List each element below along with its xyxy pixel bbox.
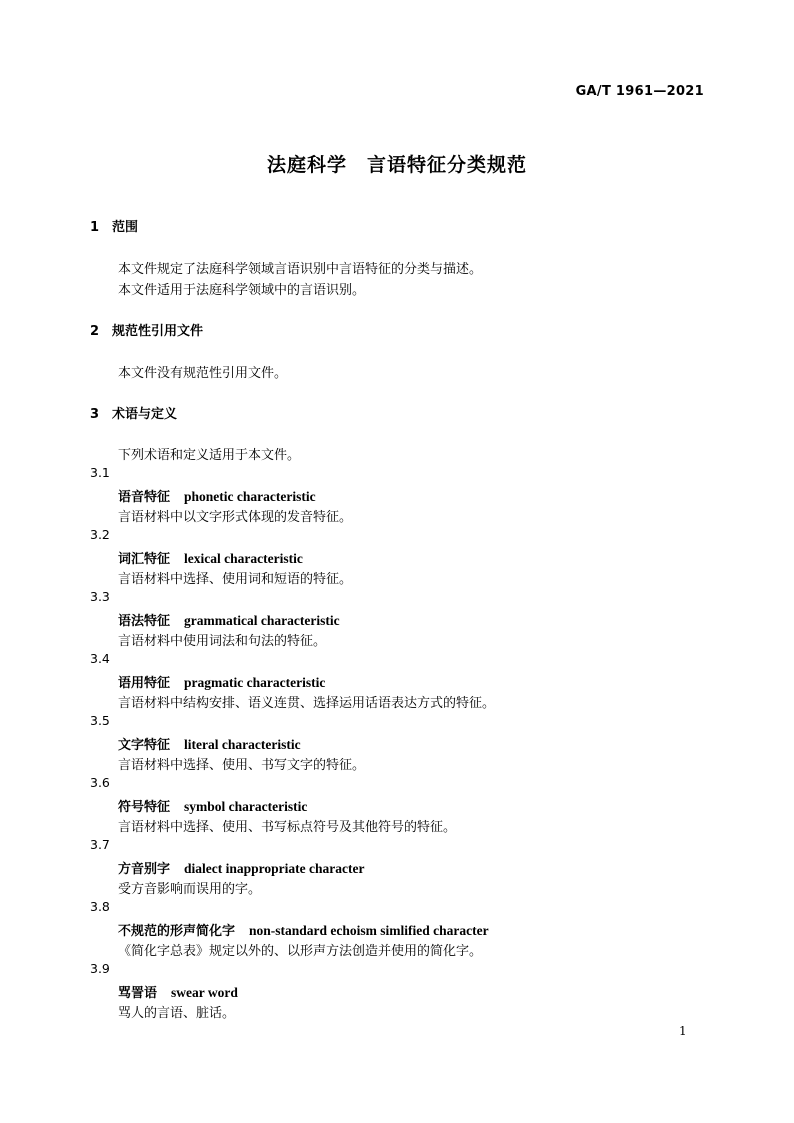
- section-title: 术语与定义: [112, 407, 178, 422]
- term-heading: [118, 734, 301, 753]
- term-number: 3.1: [90, 465, 110, 480]
- term-definition: 言语材料中选择、使用、书写文字的特征。: [118, 758, 366, 773]
- term-number: 3.3: [90, 589, 110, 604]
- term-number: 3.7: [90, 837, 110, 852]
- section-number: 1: [90, 220, 100, 235]
- term-english: symbol characteristic: [184, 799, 308, 814]
- standard-code: GA/T 1961—2021: [575, 84, 704, 99]
- term-heading: [118, 610, 340, 629]
- term-definition: 言语材料中结构安排、语义连贯、选择运用话语表达方式的特征。: [118, 696, 496, 711]
- term-chinese: 符号特征: [118, 800, 171, 815]
- section-title: 规范性引用文件: [112, 324, 204, 339]
- term-number: 3.5: [90, 713, 110, 728]
- section-1-paragraph-1: 本文件规定了法庭科学领域言语识别中言语特征的分类与描述。: [118, 262, 483, 277]
- term-heading: [118, 486, 316, 505]
- term-chinese: 语法特征: [118, 614, 171, 629]
- section-2-heading: [90, 320, 203, 339]
- term-number: 3.8: [90, 899, 110, 914]
- section-number: 3: [90, 407, 100, 422]
- section-number: 2: [90, 324, 100, 339]
- term-heading: [118, 920, 489, 939]
- term-definition: 言语材料中以文字形式体现的发音特征。: [118, 510, 353, 525]
- term-heading: [118, 796, 307, 815]
- document-title: 法庭科学 言语特征分类规范: [266, 154, 527, 176]
- term-english: swear word: [171, 985, 238, 1000]
- section-3-heading: [90, 403, 177, 422]
- section-2-paragraph-1: 本文件没有规范性引用文件。: [118, 366, 288, 381]
- term-definition: 言语材料中使用词法和句法的特征。: [118, 634, 327, 649]
- term-heading: [118, 982, 238, 1001]
- term-english: dialect inappropriate character: [184, 861, 365, 876]
- term-english: phonetic characteristic: [184, 489, 316, 504]
- term-english: lexical characteristic: [184, 551, 303, 566]
- term-definition: 受方音影响而误用的字。: [118, 882, 262, 897]
- term-chinese: 词汇特征: [118, 552, 171, 567]
- term-heading: [118, 548, 303, 567]
- term-english: pragmatic characteristic: [184, 675, 326, 690]
- term-heading: [118, 672, 325, 691]
- section-1-paragraph-2: 本文件适用于法庭科学领域中的言语识别。: [118, 283, 366, 298]
- term-english: literal characteristic: [184, 737, 301, 752]
- term-number: 3.4: [90, 651, 110, 666]
- term-number: 3.9: [90, 961, 110, 976]
- term-chinese: 骂詈语: [118, 986, 158, 1001]
- term-chinese: 不规范的形声简化字: [118, 924, 236, 939]
- term-definition: 骂人的言语、脏话。: [118, 1006, 236, 1021]
- term-english: grammatical characteristic: [184, 613, 340, 628]
- term-definition: 言语材料中选择、使用、书写标点符号及其他符号的特征。: [118, 820, 457, 835]
- term-number: 3.6: [90, 775, 110, 790]
- term-chinese: 方音别字: [118, 862, 171, 877]
- section-title: 范围: [112, 220, 139, 235]
- term-chinese: 语用特征: [118, 676, 171, 691]
- term-chinese: 语音特征: [118, 490, 171, 505]
- term-chinese: 文字特征: [118, 738, 171, 753]
- term-english: non-standard echoism simlified character: [249, 923, 489, 938]
- section-1-heading: [90, 216, 138, 235]
- term-definition: 《简化字总表》规定以外的、以形声方法创造并使用的简化字。: [118, 944, 483, 959]
- term-definition: 言语材料中选择、使用词和短语的特征。: [118, 572, 353, 587]
- term-heading: [118, 858, 364, 877]
- page-number: 1: [679, 1024, 687, 1038]
- term-number: 3.2: [90, 527, 110, 542]
- section-3-paragraph-1: 下列术语和定义适用于本文件。: [118, 448, 301, 463]
